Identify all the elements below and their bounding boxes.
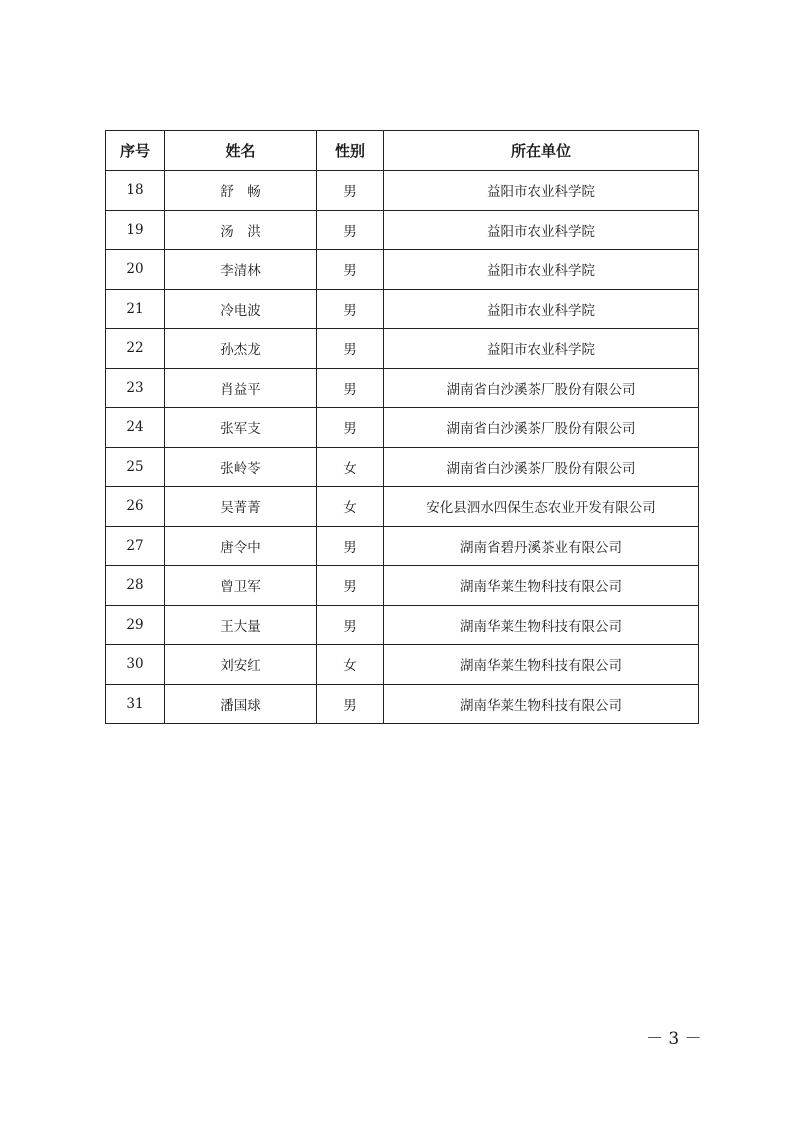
- header-unit: 所在单位: [384, 131, 699, 171]
- table-row: [106, 605, 699, 645]
- cell-no: 31: [106, 684, 165, 724]
- cell-no: 30: [106, 645, 165, 685]
- cell-no: 21: [106, 289, 165, 329]
- cell-no: 29: [106, 605, 165, 645]
- cell-no: 22: [106, 329, 165, 369]
- cell-unit: 湖南华莱生物科技有限公司: [384, 645, 699, 685]
- cell-name: 孙杰龙: [165, 329, 317, 369]
- cell-unit: 湖南省白沙溪茶厂股份有限公司: [384, 408, 699, 448]
- cell-no: 18: [106, 171, 165, 211]
- cell-name: 刘安红: [165, 645, 317, 685]
- table-body: [106, 171, 699, 724]
- cell-gender: 男: [317, 368, 384, 408]
- cell-gender: 男: [317, 566, 384, 606]
- cell-unit: 益阳市农业科学院: [384, 329, 699, 369]
- cell-no: 27: [106, 526, 165, 566]
- cell-gender: 男: [317, 605, 384, 645]
- table-row: [106, 408, 699, 448]
- cell-unit: 益阳市农业科学院: [384, 250, 699, 290]
- cell-no: 26: [106, 487, 165, 527]
- cell-gender: 男: [317, 408, 384, 448]
- cell-name: 王大量: [165, 605, 317, 645]
- table-row: [106, 210, 699, 250]
- cell-no: 23: [106, 368, 165, 408]
- cell-gender: 男: [317, 171, 384, 211]
- cell-gender: 男: [317, 289, 384, 329]
- table-row: [106, 329, 699, 369]
- cell-unit: 益阳市农业科学院: [384, 210, 699, 250]
- cell-no: 28: [106, 566, 165, 606]
- cell-name: 唐令中: [165, 526, 317, 566]
- cell-no: 19: [106, 210, 165, 250]
- cell-name: 吴菁菁: [165, 487, 317, 527]
- cell-unit: 湖南华莱生物科技有限公司: [384, 566, 699, 606]
- cell-name: 舒 畅: [165, 171, 317, 211]
- header-name: 姓名: [165, 131, 317, 171]
- cell-name: 冷电波: [165, 289, 317, 329]
- table-row: [106, 566, 699, 606]
- page-number: － 3 －: [646, 1029, 702, 1049]
- table-row: [106, 171, 699, 211]
- cell-gender: 男: [317, 526, 384, 566]
- cell-gender: 男: [317, 210, 384, 250]
- cell-gender: 男: [317, 250, 384, 290]
- cell-unit: 湖南省碧丹溪茶业有限公司: [384, 526, 699, 566]
- cell-unit: 湖南省白沙溪茶厂股份有限公司: [384, 368, 699, 408]
- cell-gender: 女: [317, 487, 384, 527]
- cell-name: 潘国球: [165, 684, 317, 724]
- table-row: [106, 645, 699, 685]
- table-header-row: [106, 131, 699, 171]
- cell-gender: 男: [317, 684, 384, 724]
- cell-name: 汤 洪: [165, 210, 317, 250]
- cell-name: 肖益平: [165, 368, 317, 408]
- table-row: [106, 526, 699, 566]
- cell-unit: 益阳市农业科学院: [384, 171, 699, 211]
- table-row: [106, 684, 699, 724]
- cell-gender: 女: [317, 645, 384, 685]
- cell-unit: 湖南华莱生物科技有限公司: [384, 605, 699, 645]
- header-gender: 性别: [317, 131, 384, 171]
- table-row: [106, 289, 699, 329]
- table-row: [106, 250, 699, 290]
- header-no: 序号: [106, 131, 165, 171]
- cell-name: 李清林: [165, 250, 317, 290]
- cell-no: 24: [106, 408, 165, 448]
- cell-unit: 安化县泗水四保生态农业开发有限公司: [384, 487, 699, 527]
- cell-name: 曾卫军: [165, 566, 317, 606]
- table-row: [106, 487, 699, 527]
- cell-unit: 湖南省白沙溪茶厂股份有限公司: [384, 447, 699, 487]
- cell-unit: 湖南华莱生物科技有限公司: [384, 684, 699, 724]
- table-row: [106, 447, 699, 487]
- cell-gender: 女: [317, 447, 384, 487]
- cell-unit: 益阳市农业科学院: [384, 289, 699, 329]
- cell-name: 张军支: [165, 408, 317, 448]
- table-row: [106, 368, 699, 408]
- cell-gender: 男: [317, 329, 384, 369]
- personnel-table: [105, 130, 699, 724]
- cell-name: 张岭苓: [165, 447, 317, 487]
- cell-no: 20: [106, 250, 165, 290]
- cell-no: 25: [106, 447, 165, 487]
